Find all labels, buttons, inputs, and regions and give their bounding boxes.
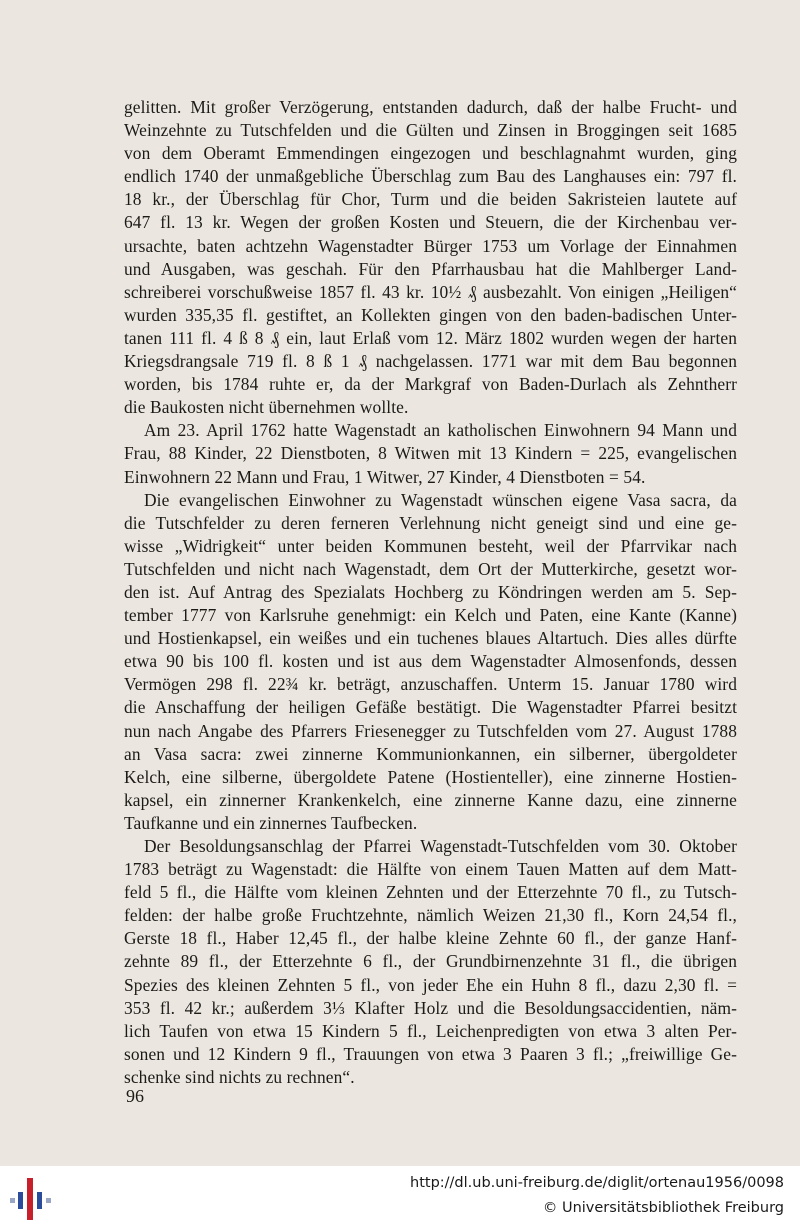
text-line: den ist. Auf Antrag des Spezialats Hochberg zu Köndringen werden am 5. Sep-	[124, 581, 737, 602]
text-line: tember 1777 von Karlsruhe genehmigt: ein Kelch und Paten, eine Kante (Kanne)	[124, 605, 737, 626]
text-line: nun nach Angabe des Pfarrers Friesenegger zu Tutschfelden vom 27. August 1788	[124, 720, 737, 741]
text-line: lich Taufen von etwa 15 Kindern 5 fl., Leichenpredigten von etwa 3 alten Per-	[124, 1020, 737, 1041]
text-line: worden, bis 1784 ruhte er, da der Markgraf von Baden-Durlach als Zehntherr	[124, 374, 737, 395]
text-line: Am 23. April 1762 hatte Wagenstadt an katholischen Einwohnern 94 Mann und	[144, 420, 737, 441]
text-line: 1783 beträgt zu Wagenstadt: die Hälfte von einem Tauen Matten auf dem Matt-	[124, 859, 737, 880]
footer-bar	[0, 1166, 800, 1226]
text-line: die Baukosten nicht übernehmen wollte.	[124, 397, 409, 418]
text-line: und Hostienkapsel, ein weißes und ein tuchenes blaues Altartuch. Dies alles dürfte	[124, 628, 737, 649]
text-line: endlich 1740 der unmaßgebliche Überschlag zum Bau des Langhauses ein: 797 fl.	[124, 166, 737, 187]
text-line: tanen 111 fl. 4 ß 8 ₰ ein, laut Erlaß vom 12. März 1802 wurden wegen der harten	[124, 327, 737, 348]
text-line: 647 fl. 13 kr. Wegen der großen Kosten und Steuern, die der Kirchenbau ver-	[124, 212, 737, 233]
text-line: Vermögen 298 fl. 22¾ kr. beträgt, anzuschaffen. Unterm 15. Januar 1780 wird	[124, 674, 737, 695]
text-line: Tutschfelden und nicht nach Wagenstadt, dem Ort der Mutterkirche, gesetzt wor-	[124, 558, 737, 579]
text-line: Kriegsdrangsale 719 fl. 8 ß 1 ₰ nachgelassen. 1771 war mit dem Bau begonnen	[124, 351, 737, 372]
text-line: feld 5 fl., die Hälfte vom kleinen Zehnten und der Etterzehnte 70 fl., zu Tutsch-	[124, 882, 737, 903]
text-line: schreiberei vorschußweise 1857 fl. 43 kr. 10½ ₰ ausbezahlt. Von einigen „Heiligen“	[124, 281, 737, 302]
ub-freiburg-logo-icon	[10, 1174, 54, 1222]
text-line: sonen und 12 Kindern 9 fl., Trauungen von etwa 3 Paaren 3 fl.; „freiwillige Ge-	[124, 1043, 737, 1064]
text-line: Gerste 18 fl., Haber 12,45 fl., der halbe kleine Zehnte 60 fl., der ganze Hanf-	[124, 928, 737, 949]
text-line: Einwohnern 22 Mann und Frau, 1 Witwer, 27 Kinder, 4 Dienstboten = 54.	[124, 466, 646, 487]
text-line: kapsel, ein zinnerner Krankenkelch, eine zinnerne Kanne dazu, eine zinnerne	[124, 789, 737, 810]
text-line: von dem Oberamt Emmendingen eingezogen und beschlagnahmt wurden, ging	[124, 143, 737, 164]
text-line: Die evangelischen Einwohner zu Wagenstadt wünschen eigene Vasa sacra, da	[144, 489, 737, 510]
text-line: felden: der halbe große Fruchtzehnte, nämlich Weizen 21,30 fl., Korn 24,54 fl.,	[124, 905, 737, 926]
text-line: 353 fl. 42 kr.; außerdem 3⅓ Klafter Holz und die Besoldungsaccidentien, näm-	[124, 997, 737, 1018]
text-line: die Tutschfelder zu deren ferneren Verlehnung nicht geneigt sind und eine ge-	[124, 512, 737, 533]
text-line: Taufkanne und ein zinnernes Taufbecken.	[124, 812, 418, 833]
text-line: Spezies des kleinen Zehnten 5 fl., von jeder Ehe ein Huhn 8 fl., dazu 2,30 fl. =	[124, 974, 737, 995]
text-line: Kelch, eine silberne, übergoldete Patene (Hostienteller), eine zinnerne Hostien-	[124, 766, 737, 787]
text-line: zehnte 89 fl., der Etterzehnte 6 fl., der Grundbirnenzehnte 31 fl., die übrigen	[124, 951, 737, 972]
text-line: und Ausgaben, was geschah. Für den Pfarrhausbau hat die Mahlberger Land-	[124, 258, 737, 279]
source-url-link[interactable]: http://dl.ub.uni-freiburg.de/diglit/ortenau1956/0098	[410, 1175, 784, 1191]
body-text	[124, 96, 737, 1089]
text-line: Weinzehnte zu Tutschfelden und die Gülten und Zinsen in Broggingen seit 1685	[124, 120, 737, 141]
text-line: 18 kr., der Überschlag für Chor, Turm und die beiden Sakristeien lautete auf	[124, 189, 737, 210]
page-number: 96	[126, 1086, 144, 1106]
text-line: ursachte, baten achtzehn Wagenstadter Bürger 1753 um Vorlage der Einnahmen	[124, 235, 737, 256]
text-line: Der Besoldungsanschlag der Pfarrei Wagenstadt-Tutschfelden vom 30. Oktober	[144, 836, 737, 856]
text-line: an Vasa sacra: zwei zinnerne Kommunionkannen, ein silberner, übergoldeter	[124, 743, 737, 764]
text-line: schenke sind nichts zu rechnen“.	[124, 1066, 355, 1087]
text-line: wisse „Widrigkeit“ unter beiden Kommunen besteht, weil der Pfarrvikar nach	[124, 535, 737, 556]
text-line: gelitten. Mit großer Verzögerung, entstanden dadurch, daß der halbe Frucht- und	[124, 97, 737, 117]
text-line: Frau, 88 Kinder, 22 Dienstboten, 8 Witwen mit 13 Kindern = 225, evangelischen	[124, 443, 737, 464]
text-line: etwa 90 bis 100 fl. kosten und ist aus dem Wagenstadter Almosenfonds, dessen	[124, 651, 737, 672]
copyright-text: © Universitätsbibliothek Freiburg	[542, 1200, 784, 1216]
text-line: wurden 335,35 fl. gestiftet, an Kollekten gingen von den baden-badischen Unter-	[124, 304, 737, 325]
text-line: die Anschaffung der heiligen Gefäße bestätigt. Die Wagenstadter Pfarrei besitzt	[124, 697, 737, 718]
